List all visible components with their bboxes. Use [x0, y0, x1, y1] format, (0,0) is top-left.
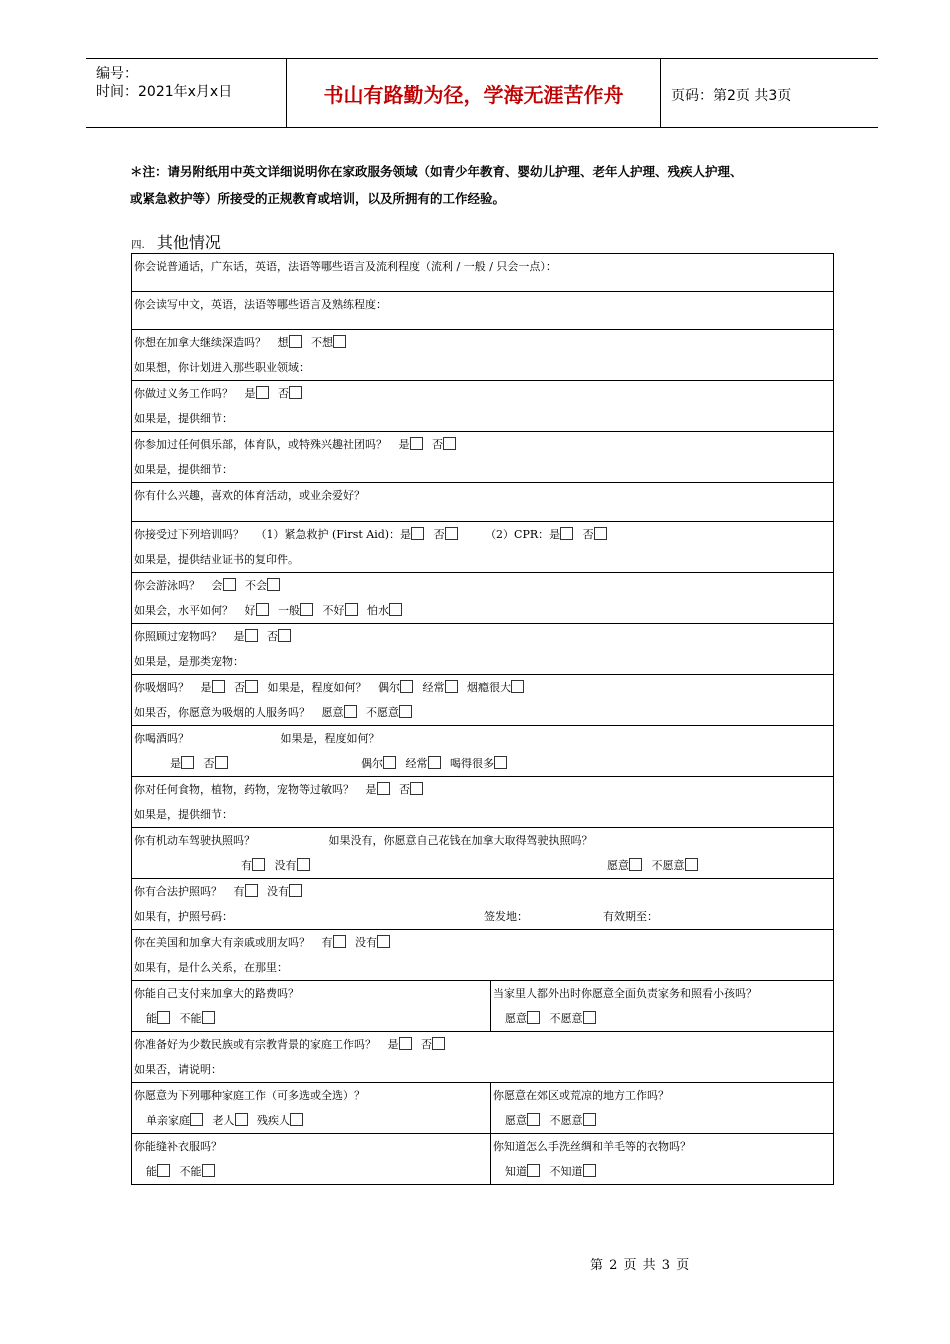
- swim-level-question: 如果会，水平如何？: [134, 604, 233, 617]
- note-line-1: ＊注：请另附纸用中英文详细说明你在家政服务领域（如青少年教育、婴幼儿护理、老年人护理、残疾人护理、: [130, 164, 743, 179]
- first-aid-no-label: 否: [433, 528, 445, 541]
- cpr-label: （2）CPR：是: [485, 528, 561, 541]
- allergy-yes-label: 是: [365, 783, 377, 796]
- allergy-no-label: 否: [399, 783, 410, 796]
- swim-yes-label: 会: [211, 579, 223, 592]
- license-has-label: 有: [241, 859, 252, 872]
- remote-willing-checkbox[interactable]: [527, 1113, 540, 1126]
- cpr-no-label: 否: [582, 528, 594, 541]
- allergy-question: 你对任何食物，植物，药物，宠物等过敏吗？: [134, 783, 354, 796]
- minority-no-checkbox[interactable]: [432, 1037, 445, 1050]
- disabled-label: 残疾人: [257, 1114, 290, 1127]
- first-aid-yes-checkbox[interactable]: [411, 527, 424, 540]
- passport-number-label: 如果有，护照号码：: [134, 910, 233, 923]
- section-title: 其他情况: [156, 233, 221, 252]
- smoke-willing-checkbox[interactable]: [344, 705, 357, 718]
- relatives-question: 你在美国和加拿大有亲戚或朋友吗？: [134, 936, 310, 949]
- relatives-none-checkbox[interactable]: [377, 935, 390, 948]
- smoke-followup: 如果否，你愿意为吸烟的人服务吗？: [134, 706, 310, 719]
- drink-often-label: 经常: [405, 757, 428, 770]
- header-meta-cell: [86, 59, 287, 127]
- header-page-cell: [661, 59, 878, 127]
- sewing-no-label: 不能: [179, 1165, 202, 1178]
- note-line-2: 或紧急救护等）所接受的正规教育或培训，以及所拥有的工作经验。: [130, 191, 506, 206]
- drink-yes-label: 是: [170, 757, 181, 770]
- full-care-unwilling-checkbox[interactable]: [583, 1011, 596, 1024]
- pets-yes-checkbox[interactable]: [245, 629, 258, 642]
- other-info-form: [131, 253, 834, 1185]
- smoke-yes-label: 是: [200, 681, 212, 694]
- smoke-heavy-label: 烟瘾很大: [467, 681, 511, 694]
- license-none-label: 没有: [274, 859, 297, 872]
- training-followup: 如果是，提供结业证书的复印件。: [134, 553, 299, 566]
- clubs-no-label: 否: [432, 438, 443, 451]
- full-care-question: 当家里人都外出时你愿意全面负责家务和照看小孩吗？: [493, 987, 757, 1000]
- study-followup: 如果想，你计划进入那些职业领域：: [134, 361, 310, 374]
- study-question: 你想在加拿大继续深造吗？: [134, 336, 266, 349]
- page-footer: 第 2 页 共 3 页: [590, 1258, 691, 1273]
- allergy-cell: [132, 777, 834, 828]
- hobbies-question: 你有什么兴趣，喜欢的体育活动，或业余爱好？: [134, 489, 365, 502]
- remote-unwilling-label: 不愿意: [549, 1114, 583, 1127]
- license-unwilling-checkbox[interactable]: [685, 858, 698, 871]
- passport-none-label: 没有: [267, 885, 289, 898]
- drink-heavy-label: 喝得很多: [450, 757, 494, 770]
- allergy-followup: 如果是，提供细节：: [134, 808, 233, 821]
- drink-often-checkbox[interactable]: [428, 756, 441, 769]
- travel-cost-yes-checkbox[interactable]: [157, 1011, 170, 1024]
- volunteer-no-label: 否: [278, 387, 289, 400]
- clubs-yes-label: 是: [398, 438, 410, 451]
- smoke-unwilling-label: 不愿意: [366, 706, 399, 719]
- smoke-cell: [132, 675, 834, 726]
- license-unwilling-label: 不愿意: [651, 859, 685, 872]
- smoke-degree-question: 如果是，程度如何？: [267, 681, 367, 694]
- smoke-often-label: 经常: [422, 681, 445, 694]
- travel-cost-yes-label: 能: [146, 1012, 157, 1025]
- section-number: 四.: [131, 239, 145, 251]
- smoke-yes-checkbox[interactable]: [212, 680, 225, 693]
- clubs-no-checkbox[interactable]: [443, 437, 456, 450]
- smoke-heavy-checkbox[interactable]: [511, 680, 524, 693]
- drink-degree-question: 如果是，程度如何？: [280, 732, 380, 745]
- license-cell: [132, 828, 834, 879]
- swim-level-poor-checkbox[interactable]: [345, 603, 358, 616]
- pets-cell: [132, 624, 834, 675]
- full-care-unwilling-label: 不愿意: [549, 1012, 583, 1025]
- note-block: [130, 158, 840, 212]
- page-header: [86, 58, 878, 128]
- languages-spoken-cell: [132, 254, 834, 292]
- languages-spoken-question: 你会说普通话，广东话，英语，法语等哪些语言及流利程度（流利 / 一般 / 只会一点）：: [134, 260, 557, 273]
- disabled-checkbox[interactable]: [290, 1113, 303, 1126]
- work-types-cell: [132, 1083, 491, 1134]
- full-care-cell: [491, 981, 834, 1032]
- study-yes-checkbox[interactable]: [289, 335, 302, 348]
- swim-level-good-label: 好: [244, 604, 256, 617]
- sewing-yes-checkbox[interactable]: [157, 1164, 170, 1177]
- relatives-followup: 如果有，是什么关系，在那里：: [134, 961, 288, 974]
- serial-number-label: 编号：: [96, 66, 138, 82]
- swim-level-good-checkbox[interactable]: [256, 603, 269, 616]
- minority-no-label: 否: [421, 1038, 432, 1051]
- relatives-none-label: 没有: [355, 936, 377, 949]
- pets-no-label: 否: [267, 630, 278, 643]
- license-willing-checkbox[interactable]: [629, 858, 642, 871]
- license-question: 你有机动车驾驶执照吗？: [134, 834, 255, 847]
- relatives-has-label: 有: [321, 936, 333, 949]
- swim-level-poor-label: 不好: [322, 604, 345, 617]
- relatives-cell: [132, 930, 834, 981]
- drink-yes-checkbox[interactable]: [181, 756, 194, 769]
- drink-no-label: 否: [203, 757, 215, 770]
- sewing-cell: [132, 1134, 491, 1185]
- swim-no-checkbox[interactable]: [267, 578, 280, 591]
- handwash-yes-checkbox[interactable]: [527, 1164, 540, 1177]
- languages-written-cell: [132, 292, 834, 330]
- drink-no-checkbox[interactable]: [215, 756, 228, 769]
- single-parent-checkbox[interactable]: [190, 1113, 203, 1126]
- minority-yes-label: 是: [387, 1038, 399, 1051]
- passport-question: 你有合法护照吗？: [134, 885, 222, 898]
- volunteer-question: 你做过义务工作吗？: [134, 387, 233, 400]
- section-heading: [131, 230, 221, 253]
- training-cell: [132, 522, 834, 573]
- handwash-question: 你知道怎么手洗丝绸和羊毛等的衣物吗？: [493, 1140, 691, 1153]
- passport-cell: [132, 879, 834, 930]
- travel-cost-cell: [132, 981, 491, 1032]
- clubs-question: 你参加过任何俱乐部，体育队，或特殊兴趣社团吗？: [134, 438, 387, 451]
- license-has-checkbox[interactable]: [252, 858, 265, 871]
- cpr-no-checkbox[interactable]: [594, 527, 607, 540]
- date-label: 时间：2021年x月x日: [96, 84, 233, 100]
- volunteer-no-checkbox[interactable]: [289, 386, 302, 399]
- drink-occasional-label: 偶尔: [361, 757, 383, 770]
- hobbies-cell: [132, 483, 834, 522]
- cpr-yes-checkbox[interactable]: [560, 527, 573, 540]
- travel-cost-no-checkbox[interactable]: [202, 1011, 215, 1024]
- travel-cost-question: 你能自己支付来加拿大的路费吗？: [134, 987, 299, 1000]
- swim-level-average-label: 一般: [278, 604, 300, 617]
- license-none-checkbox[interactable]: [297, 858, 310, 871]
- smoke-no-label: 否: [234, 681, 245, 694]
- swim-level-average-checkbox[interactable]: [300, 603, 313, 616]
- study-cell: [132, 330, 834, 381]
- swim-no-label: 不会: [245, 579, 267, 592]
- drink-question: 你喝酒吗？: [134, 732, 189, 745]
- swim-question: 你会游泳吗？: [134, 579, 200, 592]
- elderly-label: 老人: [212, 1114, 235, 1127]
- pets-yes-label: 是: [233, 630, 245, 643]
- pets-followup: 如果是，是那类宠物：: [134, 655, 244, 668]
- elderly-checkbox[interactable]: [235, 1113, 248, 1126]
- clubs-cell: [132, 432, 834, 483]
- relatives-has-checkbox[interactable]: [333, 935, 346, 948]
- sewing-question: 你能缝补衣服吗？: [134, 1140, 222, 1153]
- swim-yes-checkbox[interactable]: [223, 578, 236, 591]
- drink-heavy-checkbox[interactable]: [494, 756, 507, 769]
- smoke-willing-label: 愿意: [321, 706, 344, 719]
- volunteer-yes-checkbox[interactable]: [256, 386, 269, 399]
- handwash-cell: [491, 1134, 834, 1185]
- handwash-yes-label: 知道: [505, 1165, 527, 1178]
- swim-level-afraid-checkbox[interactable]: [389, 603, 402, 616]
- smoke-often-checkbox[interactable]: [445, 680, 458, 693]
- first-aid-no-checkbox[interactable]: [445, 527, 458, 540]
- remote-willing-label: 愿意: [505, 1114, 527, 1127]
- full-care-willing-label: 愿意: [505, 1012, 527, 1025]
- passport-issued-label: 签发地：: [484, 910, 528, 923]
- smoke-unwilling-checkbox[interactable]: [399, 705, 412, 718]
- license-followup-question: 如果没有，你愿意自己花钱在加拿大取得驾驶执照吗？: [328, 834, 593, 847]
- passport-none-checkbox[interactable]: [289, 884, 302, 897]
- allergy-yes-checkbox[interactable]: [377, 782, 390, 795]
- handwash-no-checkbox[interactable]: [583, 1164, 596, 1177]
- passport-has-label: 有: [233, 885, 245, 898]
- smoke-occasional-label: 偶尔: [378, 681, 400, 694]
- full-care-willing-checkbox[interactable]: [527, 1011, 540, 1024]
- study-yes-label: 想: [277, 336, 289, 349]
- volunteer-followup: 如果是，提供细节：: [134, 412, 233, 425]
- header-motto-cell: [287, 59, 661, 127]
- single-parent-label: 单亲家庭: [146, 1114, 190, 1127]
- minority-cell: [132, 1032, 834, 1083]
- drink-occasional-checkbox[interactable]: [383, 756, 396, 769]
- swim-level-afraid-label: 怕水: [367, 604, 389, 617]
- training-question: 你接受过下列培训吗？: [134, 528, 244, 541]
- remote-cell: [491, 1083, 834, 1134]
- minority-followup: 如果否，请说明：: [134, 1063, 222, 1076]
- passport-expiry-label: 有效期至：: [603, 910, 658, 923]
- study-no-label: 不想: [311, 336, 333, 349]
- passport-has-checkbox[interactable]: [245, 884, 258, 897]
- volunteer-cell: [132, 381, 834, 432]
- minority-yes-checkbox[interactable]: [399, 1037, 412, 1050]
- license-willing-label: 愿意: [607, 859, 629, 872]
- remote-unwilling-checkbox[interactable]: [583, 1113, 596, 1126]
- clubs-yes-checkbox[interactable]: [410, 437, 423, 450]
- work-types-question: 你愿意为下列哪种家庭工作（可多选或全选）？: [134, 1089, 365, 1102]
- first-aid-label: （1）紧急救护 (First Aid)：是: [255, 528, 412, 541]
- volunteer-yes-label: 是: [244, 387, 256, 400]
- allergy-no-checkbox[interactable]: [410, 782, 423, 795]
- motto: 书山有路勤为径，学海无涯苦作舟: [323, 83, 624, 107]
- smoke-occasional-checkbox[interactable]: [400, 680, 413, 693]
- drink-cell: [132, 726, 834, 777]
- swim-cell: [132, 573, 834, 624]
- minority-question: 你准备好为少数民族或有宗教背景的家庭工作吗？: [134, 1038, 376, 1051]
- sewing-no-checkbox[interactable]: [202, 1164, 215, 1177]
- remote-question: 你愿意在郊区或荒凉的地方工作吗？: [493, 1089, 669, 1102]
- page-number-label: 页码：第2页 共3页: [671, 88, 792, 104]
- pets-no-checkbox[interactable]: [278, 629, 291, 642]
- clubs-followup: 如果是，提供细节：: [134, 463, 233, 476]
- sewing-yes-label: 能: [146, 1165, 157, 1178]
- smoke-question: 你吸烟吗？: [134, 681, 189, 694]
- languages-written-question: 你会读写中文，英语，法语等哪些语言及熟练程度：: [134, 298, 387, 311]
- travel-cost-no-label: 不能: [179, 1012, 202, 1025]
- pets-question: 你照顾过宠物吗？: [134, 630, 222, 643]
- handwash-no-label: 不知道: [549, 1165, 583, 1178]
- smoke-no-checkbox[interactable]: [245, 680, 258, 693]
- study-no-checkbox[interactable]: [333, 335, 346, 348]
